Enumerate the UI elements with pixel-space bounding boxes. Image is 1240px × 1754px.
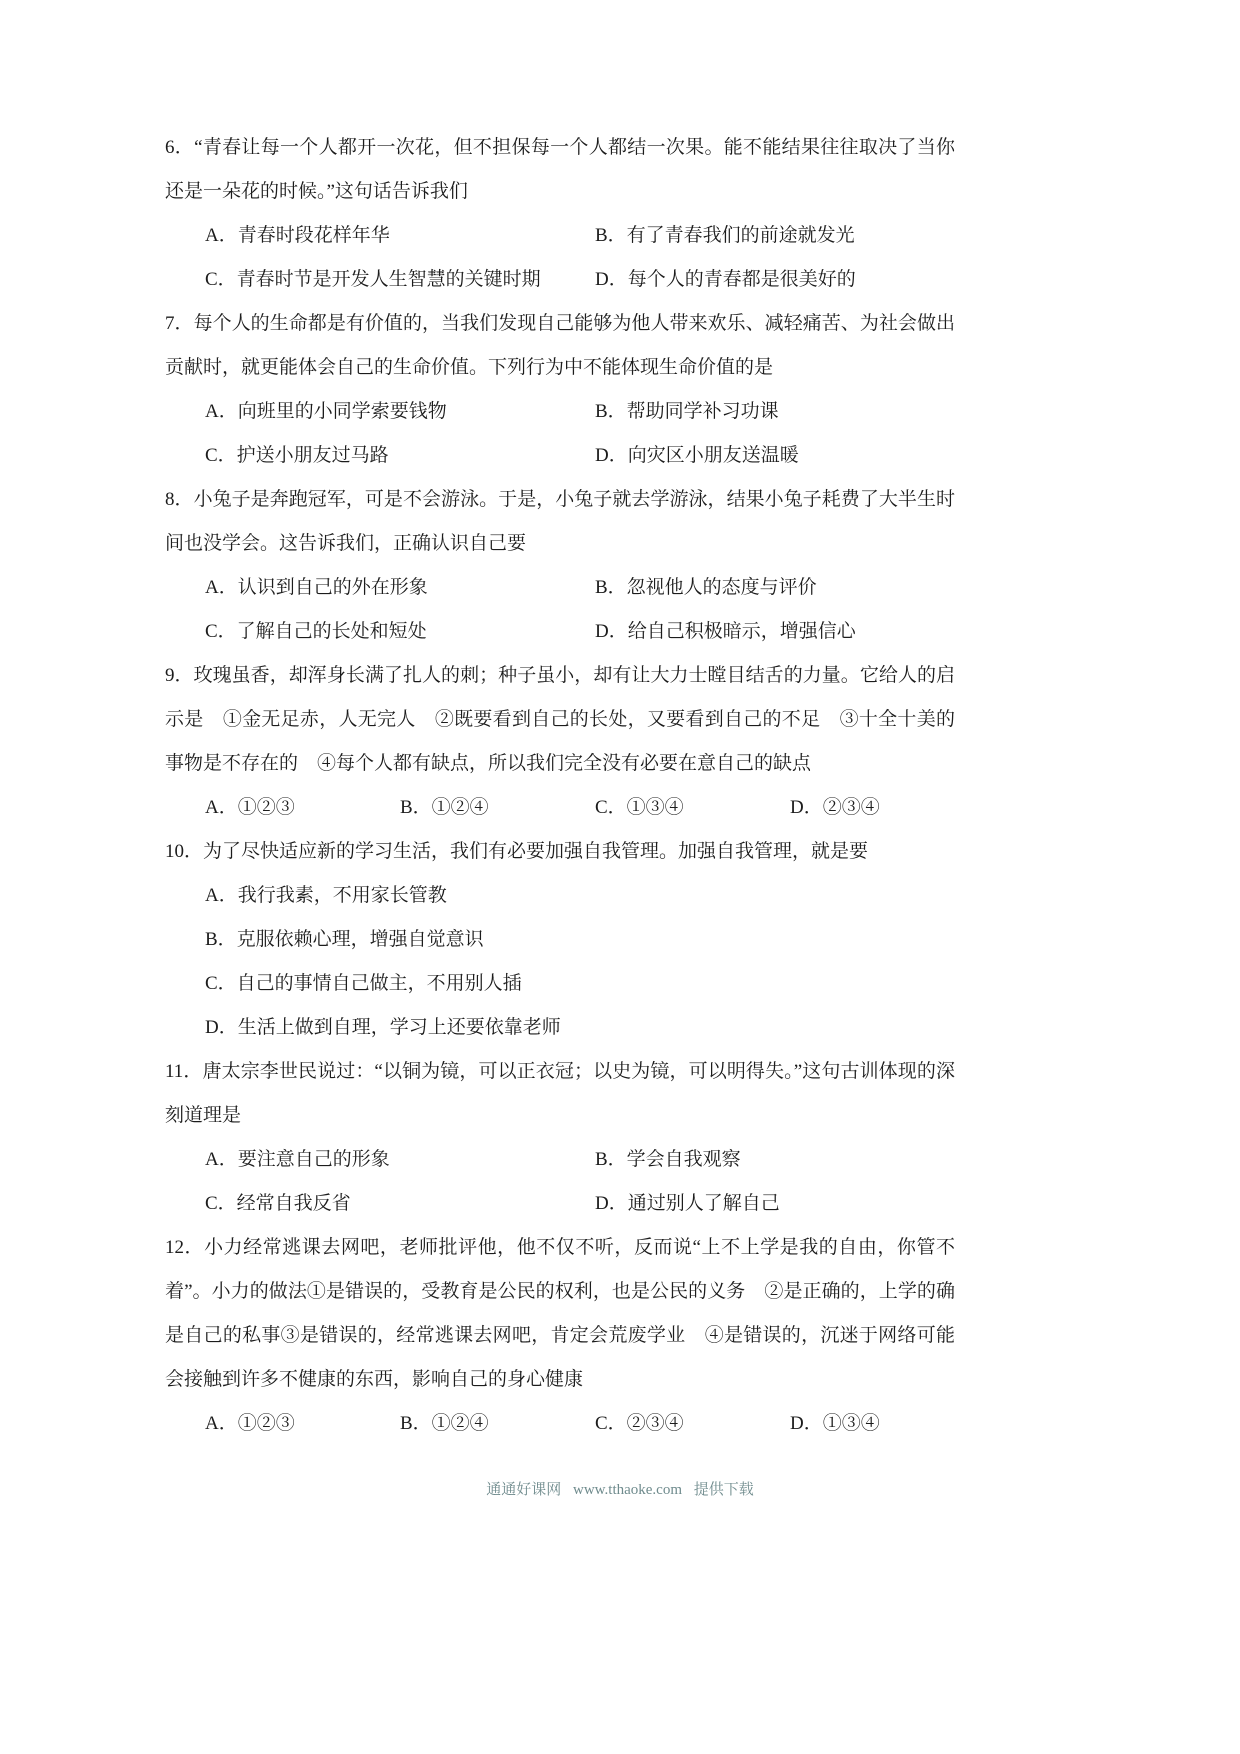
question-7-options: [165, 390, 955, 478]
footer-note: 提供下载: [693, 1482, 754, 1498]
option-row: [205, 566, 955, 610]
option-row: [205, 390, 955, 434]
option-row: [205, 610, 955, 654]
question-9-options: [165, 786, 955, 830]
question-12-stem: 12．小力经常逃课去网吧，老师批评他，他不仅不听，反而说“上不上学是我的自由，你管不着”。小力的做法①是错误的，受教育是公民的权利，也是公民的义务 ②是正确的，上学的确是自己的私事③是错误的，经常逃课去网吧，肯定会荒废学业 ④是错误的，沉迷于网络可能会接触到许多不健康的东西，影响自己的身心健康: [165, 1237, 955, 1390]
question-6-option-b: B．有了青春我们的前途就发光: [595, 225, 855, 246]
question-list: [165, 126, 955, 1446]
question-11-option-d: D．通过别人了解自己: [595, 1193, 780, 1214]
question-7: [165, 302, 955, 478]
question-8-option-c: C．了解自己的长处和短处: [205, 621, 427, 642]
question-8-stem: 8．小兔子是奔跑冠军，可是不会游泳。于是，小兔子就去学游泳，结果小兔子耗费了大半生时间也没学会。这告诉我们，正确认识自己要: [165, 489, 955, 554]
question-12-option-b: B．①②④: [400, 1413, 489, 1434]
question-11-option-c: C．经常自我反省: [205, 1193, 351, 1214]
question-12-option-a: A．①②③: [205, 1413, 295, 1434]
question-10-option-c: C．自己的事情自己做主，不用别人插: [205, 973, 522, 994]
question-12: [165, 1226, 955, 1446]
question-11-stem: 11．唐太宗李世民说过：“以铜为镜，可以正衣冠；以史为镜，可以明得失。”这句古训体现的深刻道理是: [165, 1061, 955, 1126]
question-6-options: [165, 214, 955, 302]
question-8-option-a: A．认识到自己的外在形象: [205, 577, 428, 598]
option-row: [205, 214, 955, 258]
question-7-option-b: B．帮助同学补习功课: [595, 401, 779, 422]
question-7-stem: 7．每个人的生命都是有价值的，当我们发现自己能够为他人带来欢乐、减轻痛苦、为社会做出贡献时，就更能体会自己的生命价值。下列行为中不能体现生命价值的是: [165, 313, 955, 378]
question-10-stem: 10．为了尽快适应新的学习生活，我们有必要加强自我管理。加强自我管理，就是要: [165, 841, 869, 862]
option-row: [205, 434, 955, 478]
question-10-options: [165, 874, 955, 1050]
question-12-option-c: C．②③④: [595, 1413, 684, 1434]
question-9-option-a: A．①②③: [205, 797, 295, 818]
question-10-option-b: B．克服依赖心理，增强自觉意识: [205, 929, 484, 950]
question-10-option-d: D．生活上做到自理，学习上还要依靠老师: [205, 1017, 561, 1038]
question-10-option-a: A．我行我素，不用家长管教: [205, 885, 447, 906]
option-row: [205, 1182, 955, 1226]
question-9-stem: 9．玫瑰虽香，却浑身长满了扎人的刺；种子虽小，却有让大力士瞠目结舌的力量。它给人的启示是 ①金无足赤，人无完人 ②既要看到自己的长处，又要看到自己的不足 ③十全十美的事物是不存在的 ④每个人都有缺点，所以我们完全没有必要在意自己的缺点: [165, 665, 955, 774]
question-7-option-c: C．护送小朋友过马路: [205, 445, 389, 466]
question-12-options: [165, 1402, 955, 1446]
question-9-option-c: C．①③④: [595, 797, 684, 818]
footer-url: www.tthaoke.com: [573, 1482, 682, 1498]
question-6-option-a: A．青春时段花样年华: [205, 225, 390, 246]
question-12-option-d: D．①③④: [790, 1413, 880, 1434]
question-11-option-b: B．学会自我观察: [595, 1149, 741, 1170]
question-6-option-c: C．青春时节是开发人生智慧的关键时期: [205, 269, 541, 290]
question-6: [165, 126, 955, 302]
question-9-option-d: D．②③④: [790, 797, 880, 818]
question-8-options: [165, 566, 955, 654]
question-8-option-b: B．忽视他人的态度与评价: [595, 577, 817, 598]
question-9: [165, 654, 955, 830]
question-9-option-b: B．①②④: [400, 797, 489, 818]
footer-site-name: 通通好课网: [486, 1482, 562, 1498]
question-11-options: [165, 1138, 955, 1226]
question-11-option-a: A．要注意自己的形象: [205, 1149, 390, 1170]
question-6-stem: 6．“青春让每一个人都开一次花，但不担保每一个人都结一次果。能不能结果往往取决了当你还是一朵花的时候。”这句话告诉我们: [165, 137, 955, 202]
question-7-option-d: D．向灾区小朋友送温暖: [595, 445, 799, 466]
question-7-option-a: A．向班里的小同学索要钱物: [205, 401, 447, 422]
question-8-option-d: D．给自己积极暗示，增强信心: [595, 621, 856, 642]
question-11: [165, 1050, 955, 1226]
question-10: [165, 830, 955, 1050]
page-footer: [0, 1478, 1240, 1502]
option-row: [205, 786, 955, 830]
question-6-option-d: D．每个人的青春都是很美好的: [595, 269, 856, 290]
option-row: [205, 1402, 955, 1446]
option-row: [205, 258, 955, 302]
question-8: [165, 478, 955, 654]
option-row: [205, 1138, 955, 1182]
